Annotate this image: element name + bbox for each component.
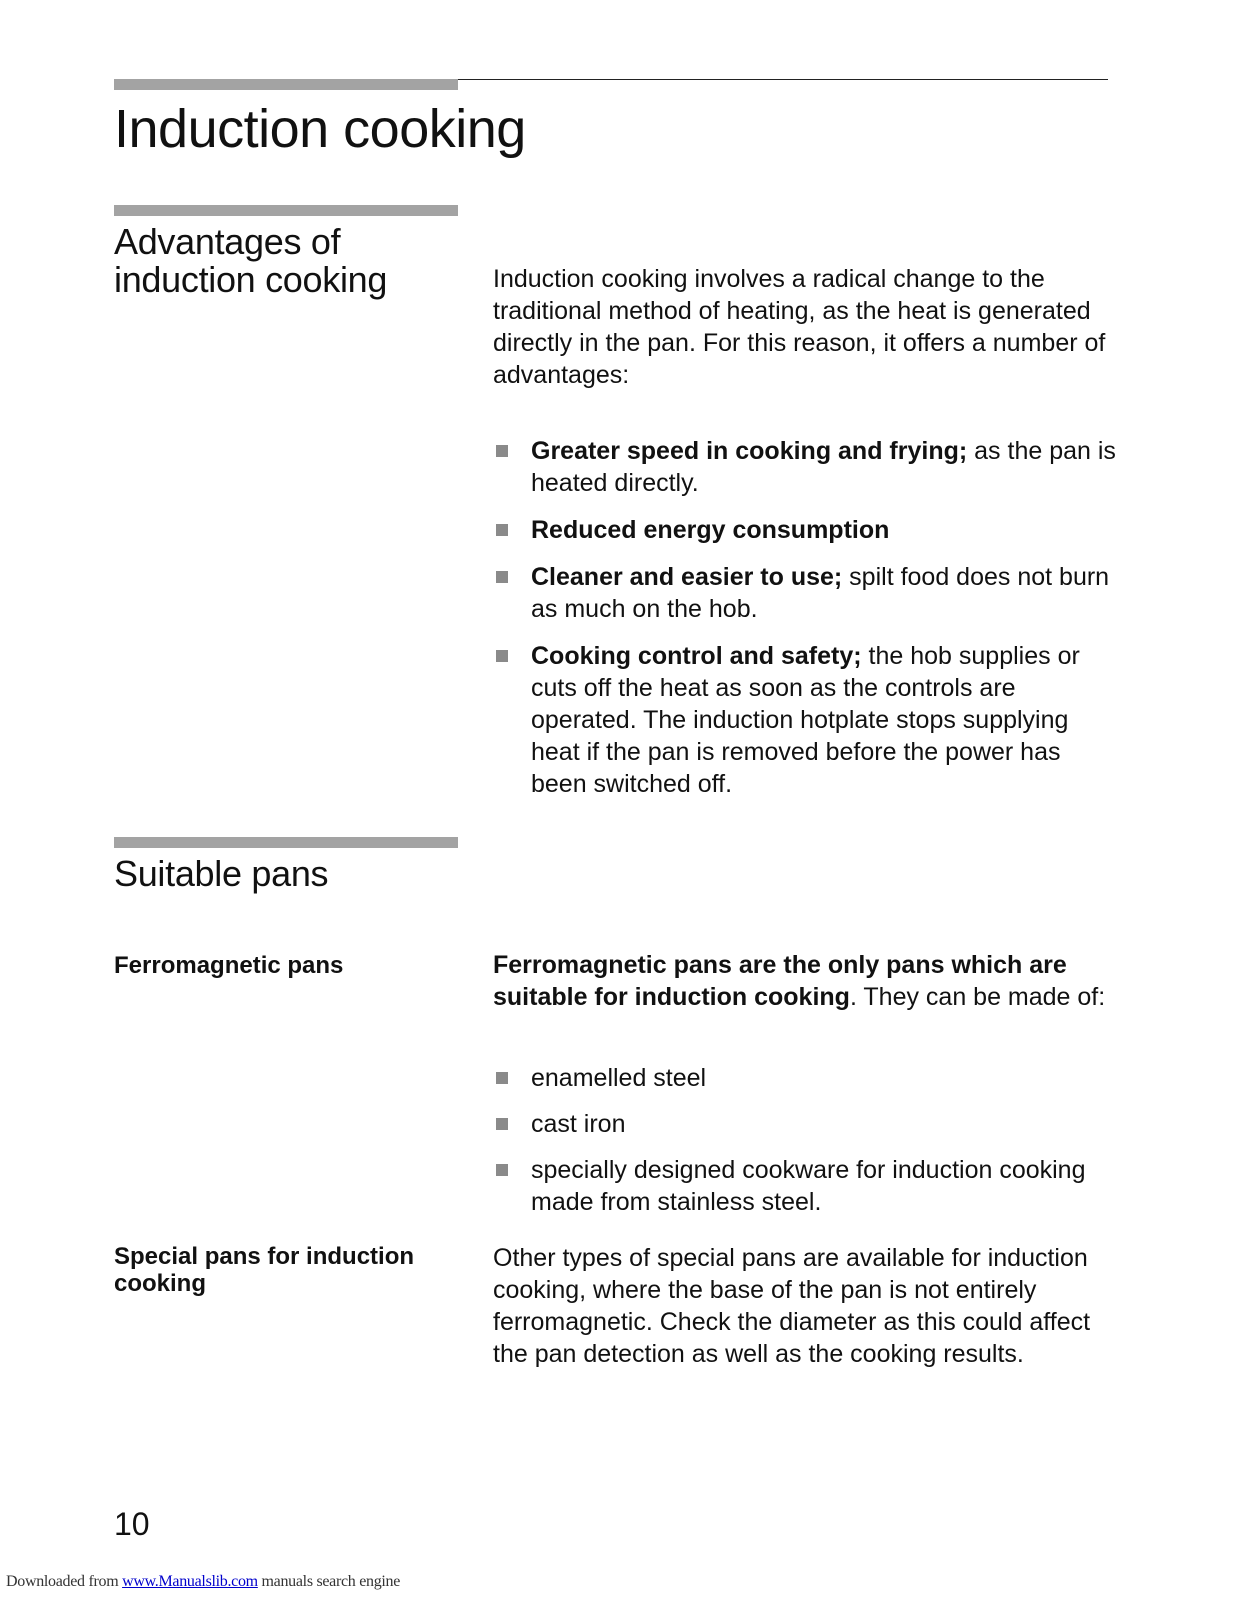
- list-item: [493, 1108, 1123, 1140]
- advantages-bar: [114, 205, 458, 216]
- item-bold: Cleaner and easier to use;: [531, 563, 843, 591]
- ferromagnetic-lead: [493, 949, 1123, 1013]
- list-item: [493, 640, 1123, 800]
- square-bullet-icon: [496, 1072, 508, 1084]
- square-bullet-icon: [496, 650, 508, 662]
- item-text: specially designed cookware for induction cooking made from stainless steel.: [531, 1156, 1086, 1216]
- item-text: cast iron: [531, 1110, 626, 1138]
- advantages-list: [493, 435, 1123, 815]
- item-bold: Cooking control and safety;: [531, 642, 862, 670]
- square-bullet-icon: [496, 1164, 508, 1176]
- square-bullet-icon: [496, 1118, 508, 1130]
- ferromagnetic-lead-text: . They can be made of:: [849, 983, 1106, 1011]
- footer-suffix: manuals search engine: [257, 1573, 401, 1590]
- special-pans-text: Other types of special pans are available for induction cooking, where the base of the pan is not entirely ferromagnetic. Check the diameter as this could affect the pan detection as well as the cooking results.: [493, 1244, 1091, 1368]
- special-pans-label: Special pans for induction cooking: [114, 1243, 415, 1297]
- item-bold: Greater speed in cooking and frying;: [531, 437, 968, 465]
- square-bullet-icon: [496, 445, 508, 457]
- item-bold: Reduced energy consumption: [531, 516, 890, 544]
- title-bar: [114, 79, 458, 90]
- list-item: [493, 514, 1123, 546]
- list-item: [493, 1062, 1123, 1094]
- suitable-pans-heading: Suitable pans: [114, 853, 329, 894]
- footer-prefix: Downloaded from: [6, 1573, 123, 1590]
- ferromagnetic-lead-bold: Ferromagnetic pans are the only pans which are suitable for induction cooking: [493, 951, 1067, 1011]
- ferromagnetic-list: [493, 1062, 1123, 1232]
- item-text: as the pan is heated directly.: [531, 437, 1116, 497]
- item-text: the hob supplies or cuts off the heat as soon as the controls are operated. The induction hotplate stops supplying heat if the pan is removed before the power has been switched off.: [531, 642, 1080, 798]
- advantages-intro: Induction cooking involves a radical change to the traditional method of heating, as the heat is generated directly in the pan. For this reason, it offers a number of advantages:: [493, 265, 1106, 389]
- item-text: spilt food does not burn as much on the hob.: [531, 563, 1110, 623]
- download-footer: [6, 1573, 400, 1591]
- page-number: 10: [114, 1506, 150, 1542]
- advantages-heading: Advantages of induction cooking: [114, 221, 388, 300]
- manualslib-link[interactable]: www.Manualslib.com: [122, 1573, 258, 1590]
- square-bullet-icon: [496, 571, 508, 583]
- list-item: [493, 435, 1123, 499]
- square-bullet-icon: [496, 524, 508, 536]
- list-item: [493, 1154, 1123, 1218]
- suitable-pans-bar: [114, 837, 458, 848]
- item-text: enamelled steel: [531, 1064, 707, 1092]
- list-item: [493, 561, 1123, 625]
- ferromagnetic-label: Ferromagnetic pans: [114, 952, 344, 979]
- page-title: Induction cooking: [114, 99, 526, 159]
